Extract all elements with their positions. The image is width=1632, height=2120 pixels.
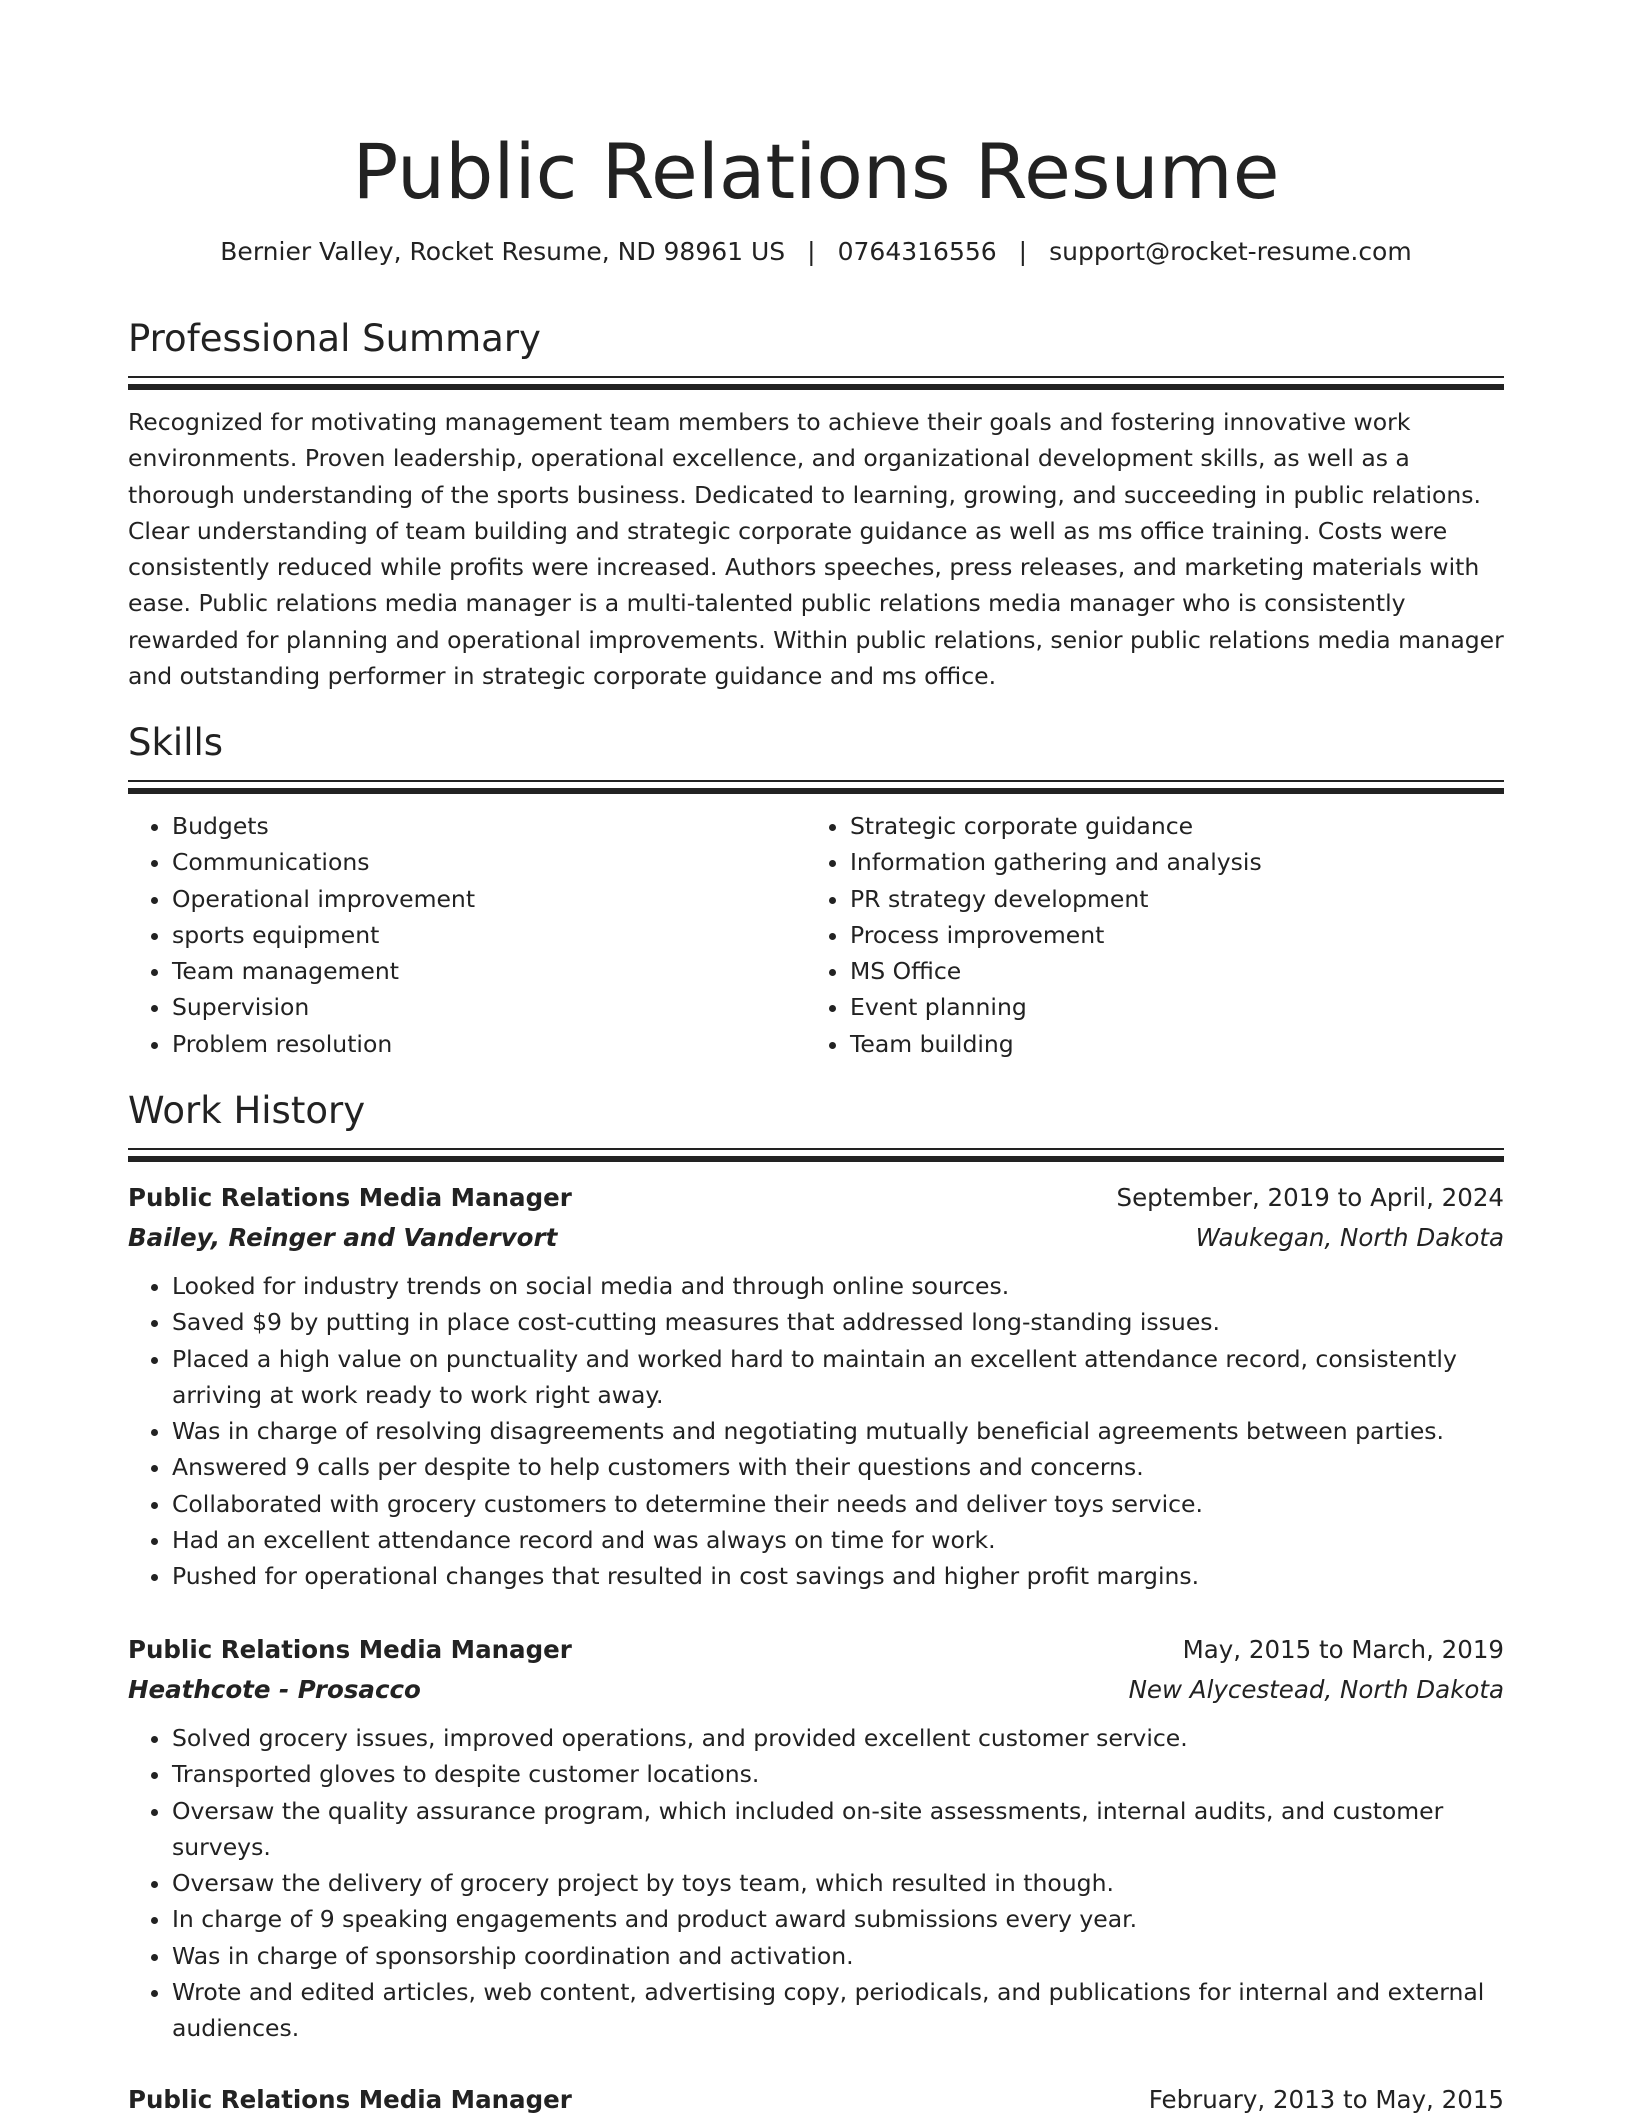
skill-item: • Budgets bbox=[172, 808, 806, 844]
section-divider bbox=[128, 780, 1504, 782]
job-bullet: • Wrote and edited articles, web content, advertising copy, periodicals, and publications for internal and external audiences. bbox=[172, 1974, 1504, 2047]
skill-item: • PR strategy development bbox=[850, 881, 1484, 917]
job-header bbox=[128, 1630, 1504, 1670]
job-subheader bbox=[128, 1670, 1504, 1710]
skill-item: • Supervision bbox=[172, 989, 806, 1025]
job-bullet: • Transported gloves to despite customer locations. bbox=[172, 1756, 1504, 1792]
section-divider bbox=[128, 1148, 1504, 1150]
job-location: New Alycestead, North Dakota bbox=[1128, 1675, 1504, 1704]
work-history-section bbox=[128, 1086, 1504, 1162]
section-heading-summary: Professional Summary bbox=[128, 317, 541, 360]
job-title: Public Relations Media Manager bbox=[128, 2085, 572, 2114]
job-bullet: • Had an excellent attendance record and was always on time for work. bbox=[172, 1522, 1504, 1558]
job-bullets bbox=[128, 1720, 1504, 2047]
summary-section bbox=[128, 314, 1504, 694]
skill-item: • Event planning bbox=[850, 989, 1484, 1025]
section-heading-skills: Skills bbox=[128, 721, 224, 764]
job-bullet: • Looked for industry trends on social media and through online sources. bbox=[172, 1268, 1504, 1304]
skill-item: • Problem resolution bbox=[172, 1026, 806, 1062]
skill-item: • Team building bbox=[850, 1026, 1484, 1062]
skill-item: • sports equipment bbox=[172, 917, 806, 953]
skill-item: • Communications bbox=[172, 844, 806, 880]
job-bullet: • Saved $9 by putting in place cost-cutting measures that addressed long-standing issues. bbox=[172, 1304, 1504, 1340]
skill-item: • Information gathering and analysis bbox=[850, 844, 1484, 880]
section-divider-thick bbox=[128, 1156, 1504, 1162]
resume-page bbox=[128, 0, 1504, 2114]
job-bullet: • Was in charge of resolving disagreements and negotiating mutually beneficial agreements between parties. bbox=[172, 1413, 1504, 1449]
skills-section bbox=[128, 718, 1504, 1062]
contact-line bbox=[128, 234, 1504, 270]
job-dates: May, 2015 to March, 2019 bbox=[1182, 1635, 1504, 1664]
contact-email: support@rocket-resume.com bbox=[1049, 237, 1412, 266]
job-bullet: • Was in charge of sponsorship coordination and activation. bbox=[172, 1938, 1504, 1974]
job-bullet: • Solved grocery issues, improved operations, and provided excellent customer service. bbox=[172, 1720, 1504, 1756]
job-location: Waukegan, North Dakota bbox=[1195, 1223, 1504, 1252]
contact-address: Bernier Valley, Rocket Resume, ND 98961 US bbox=[220, 237, 786, 266]
skill-item: • Team management bbox=[172, 953, 806, 989]
section-divider bbox=[128, 376, 1504, 378]
job-bullets bbox=[128, 1268, 1504, 1595]
job-title: Public Relations Media Manager bbox=[128, 1183, 572, 1212]
contact-separator: | bbox=[1018, 237, 1028, 266]
section-heading-work-history: Work History bbox=[128, 1089, 366, 1132]
skill-item: • Strategic corporate guidance bbox=[850, 808, 1484, 844]
job-dates: September, 2019 to April, 2024 bbox=[1116, 1183, 1504, 1212]
job-bullet: • Placed a high value on punctuality and worked hard to maintain an excellent attendance record, consistently arriving at work ready to work right away. bbox=[172, 1341, 1504, 1414]
job-bullet: • Collaborated with grocery customers to determine their needs and deliver toys service. bbox=[172, 1486, 1504, 1522]
summary-paragraph: Recognized for motivating management team members to achieve their goals and fostering innovative work environments. Proven leadership, operational excellence, and organizational development skills, as well as a thorough understanding of the sports business. Dedicated to learning, growing, and succeeding in public relations. Clear understanding of team building and strategic corporate guidance as well as ms office training. Costs were consistently reduced while profits were increased. Authors speeches, press releases, and marketing materials with ease. Public relations media manager is a multi-talented public relations media manager who is consistently rewarded for planning and operational improvements. Within public relations, senior public relations media manager and outstanding performer in strategic corporate guidance and ms office. bbox=[128, 408, 1504, 691]
skill-item: • Operational improvement bbox=[172, 881, 806, 917]
job-bullet: • Oversaw the quality assurance program, which included on-site assessments, internal audits, and customer surveys. bbox=[172, 1793, 1504, 1866]
skills-columns bbox=[128, 808, 1504, 1062]
job-company: Heathcote - Prosacco bbox=[128, 1675, 421, 1704]
skills-list-left bbox=[128, 808, 806, 1062]
section-divider-thick bbox=[128, 788, 1504, 794]
skills-list-right bbox=[806, 808, 1484, 1062]
job-bullet: • Oversaw the delivery of grocery project by toys team, which resulted in though. bbox=[172, 1865, 1504, 1901]
job-header bbox=[128, 1178, 1504, 1218]
skill-item: • Process improvement bbox=[850, 917, 1484, 953]
job-bullet: • In charge of 9 speaking engagements and product award submissions every year. bbox=[172, 1901, 1504, 1937]
job-entry bbox=[128, 2080, 1504, 2120]
job-header bbox=[128, 2080, 1504, 2120]
job-bullet: • Answered 9 calls per despite to help customers with their questions and concerns. bbox=[172, 1449, 1504, 1485]
section-divider-thick bbox=[128, 384, 1504, 390]
job-company: Bailey, Reinger and Vandervort bbox=[128, 1223, 558, 1252]
job-entry bbox=[128, 1178, 1504, 1595]
job-bullet: • Pushed for operational changes that resulted in cost savings and higher profit margins. bbox=[172, 1558, 1504, 1594]
skill-item: • MS Office bbox=[850, 953, 1484, 989]
job-dates: February, 2013 to May, 2015 bbox=[1148, 2085, 1504, 2114]
resume-title: Public Relations Resume bbox=[352, 127, 1280, 216]
contact-phone: 0764316556 bbox=[837, 237, 997, 266]
job-title: Public Relations Media Manager bbox=[128, 1635, 572, 1664]
job-entry bbox=[128, 1630, 1504, 2047]
job-subheader bbox=[128, 1218, 1504, 1258]
contact-separator: | bbox=[807, 237, 816, 266]
